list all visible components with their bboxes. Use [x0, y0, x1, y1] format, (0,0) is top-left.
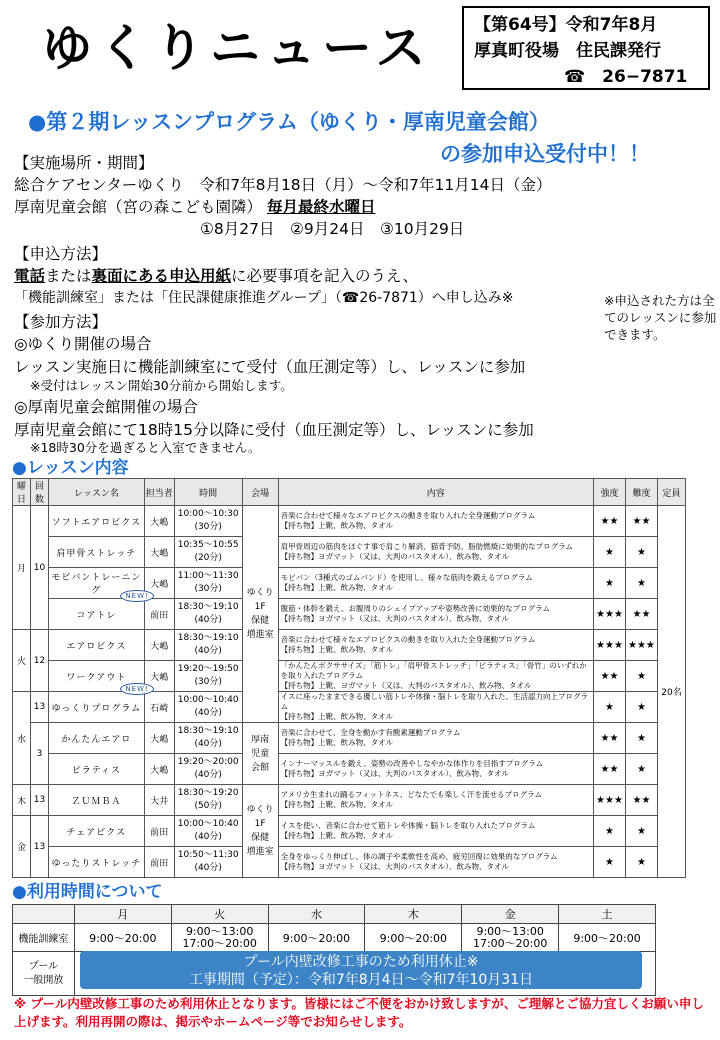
lesson-time-range: 18:30～19:10: [177, 726, 239, 736]
lesson-capacity: 20名: [657, 506, 685, 878]
lesson-intensity: ★★: [593, 661, 625, 692]
lesson-description: 全身をゆっくり伸ばし、体の調子や柔軟性を高め、疲労回復に効果的なプログラム 【持ち物】ヨガマット（又は、大判のバスタオル）、飲み物、タオル: [278, 847, 593, 878]
usage-day-mon: 月: [74, 905, 171, 924]
lesson-description: 音楽に合わせて、全身を動かす有酸素運動プログラム 【持ち物】上靴、飲み物、タオル: [278, 723, 593, 754]
usage-corner: [13, 905, 75, 924]
pool-closure-line2: 工事期間（予定）：令和7年8月4日～令和7年10月31日: [188, 972, 534, 988]
lesson-row: [13, 754, 686, 785]
lesson-staff: 前田: [144, 816, 174, 847]
usage-thu: 9:00～20:00: [365, 924, 462, 952]
lesson-description: 肩甲骨周辺の筋肉をほぐす事で肩こり解消、猫背予防、脂肪燃焼に効果的なプログラム 【持ち物】ヨガマット（又は、大判のバスタオル）、飲み物、タオル: [278, 537, 593, 568]
konan-title: ◎厚南児童会館開催の場合: [14, 398, 199, 416]
lesson-staff: 大嶋: [144, 754, 174, 785]
lesson-description: インナーマッスルを鍛え、姿勢の改善やしなやかな体作りを目指すプログラム 【持ち物】ヨガマット（又は、大判のバスタオル）、飲み物、タオル: [278, 754, 593, 785]
lesson-row: [13, 537, 686, 568]
col-content: 内容: [278, 479, 593, 506]
lesson-description: 「かんたんボクササイズ」「筋トレ」「肩甲骨ストレッチ」「ピラティス」「骨竹」のいずれかを取り入れたプログラム 【持ち物】上靴、ヨガマット（又は、大判のバスタオル）、飲み物、タオル: [278, 661, 593, 692]
participate-heading: 【参加方法】: [14, 313, 108, 331]
lesson-description: アメリカ生まれの踊るフィットネス、どなたでも楽しく汗を流せるプログラム 【持ち物】上靴、飲み物、タオル: [278, 785, 593, 816]
usage-room-label: 機能訓練室: [13, 924, 75, 952]
lesson-intensity: ★: [593, 847, 625, 878]
lesson-name: モビバントレーニング: [48, 568, 144, 599]
lesson-time-range: 10:35～10:55: [177, 540, 239, 550]
venue-konan: [14, 196, 375, 218]
lesson-difficulty: ★: [625, 723, 657, 754]
lesson-name: ＺＵＭＢＡ: [48, 785, 144, 816]
col-capacity: 定員: [657, 479, 685, 506]
lesson-staff: 大嶋: [144, 661, 174, 692]
lesson-intensity: ★★: [593, 754, 625, 785]
usage-mon: 9:00～20:00: [74, 924, 171, 952]
lesson-name: ソフトエアロビクス: [48, 506, 144, 537]
lesson-time: [174, 723, 242, 754]
col-intensity: 強度: [593, 479, 625, 506]
lesson-intensity: ★: [593, 537, 625, 568]
lesson-duration: (40分): [194, 770, 222, 780]
lesson-time-range: 19:20～20:00: [177, 757, 239, 767]
lesson-name: ピラティス: [48, 754, 144, 785]
lesson-description: イスを使い、音楽に合わせて筋トレや体操・脳トレを取り入れたプログラム 【持ち物】上靴、飲み物、タオル: [278, 816, 593, 847]
lesson-time-range: 11:00～11:30: [177, 571, 239, 581]
lesson-time: [174, 506, 242, 537]
usage-day-fri: 金: [462, 905, 559, 924]
lesson-count: 13: [30, 692, 48, 723]
lesson-venue: 厚南 児童 会館: [242, 723, 278, 785]
lesson-time-range: 19:20～19:50: [177, 664, 239, 674]
lesson-time-range: 10:00～10:40: [177, 819, 239, 829]
lesson-intensity: ★★★: [593, 630, 625, 661]
apply-side-text: 申込された方は全てのレッスンに参加できます。: [604, 293, 717, 342]
lesson-day: 火: [13, 630, 31, 692]
lesson-description: 腹筋・体幹を鍛え、お腹周りのシェイプアップや姿勢改善に効果的なプログラム 【持ち物】ヨガマット（又は、大判のバスタオル）、飲み物、タオル: [278, 599, 593, 630]
venue-dates: ①8月27日 ②9月24日 ③10月29日: [200, 220, 465, 238]
lesson-description: イスに座ったままできる優しい筋トレや体操・脳トレを取り入れた、生活認力向上プログラム 【持ち物】上靴、飲み物、タオル: [278, 692, 593, 723]
lesson-time: [174, 630, 242, 661]
lesson-difficulty: ★: [625, 661, 657, 692]
lesson-staff: 石崎: [144, 692, 174, 723]
lesson-venue: ゆくり 1F 保健 増進室: [242, 506, 278, 723]
lesson-difficulty: ★: [625, 816, 657, 847]
lesson-duration: (30分): [194, 677, 222, 687]
lesson-table: [12, 478, 686, 878]
lesson-difficulty: ★: [625, 847, 657, 878]
lesson-staff: 大嶋: [144, 537, 174, 568]
lesson-row: [13, 816, 686, 847]
apply-side-note: [604, 292, 718, 343]
new-badge: NEW!: [120, 683, 153, 695]
lesson-difficulty: ★★: [625, 785, 657, 816]
lesson-time-range: 10:50～11:30: [177, 850, 239, 860]
lesson-time: [174, 537, 242, 568]
lesson-staff: 前田: [144, 599, 174, 630]
lesson-description: 音楽に合わせて様々なエアロビクスの動きを取り入れた全身運動プログラム 【持ち物】上靴、飲み物、タオル: [278, 506, 593, 537]
apply-line1: [14, 265, 418, 287]
lesson-count: 13: [30, 785, 48, 816]
headline-sub: の参加申込受付中！！: [440, 142, 650, 166]
lesson-row: [13, 785, 686, 816]
venue-heading: 【実施場所・期間】: [14, 154, 154, 172]
lesson-time: [174, 661, 242, 692]
lesson-intensity: ★★★: [593, 785, 625, 816]
apply-form: 裏面にある申込用紙: [91, 267, 232, 285]
yukuri-note: ※受付はレッスン開始30分前から開始します。: [30, 378, 293, 393]
lesson-intensity: ★: [593, 816, 625, 847]
lesson-duration: (30分): [194, 522, 222, 532]
lesson-intensity: ★★: [593, 723, 625, 754]
lesson-duration: (30分): [194, 584, 222, 594]
lesson-staff: 前田: [144, 847, 174, 878]
usage-day-sat: 土: [559, 905, 656, 924]
lesson-intensity: ★★★: [593, 599, 625, 630]
lesson-name: ゆっくりプログラム NEW!: [48, 692, 144, 723]
yukuri-title: ◎ゆくり開催の場合: [14, 335, 152, 353]
footer-notice: ※ プール内壁改修工事のため利用休止となります。皆様にはご不便をおかけ致しますが、ご理解とご協力宜しくお願い申し上げます。利用再開の際は、掲示やホームページ等でお知らせします。: [14, 996, 704, 1029]
usage-sat: 9:00～20:00: [559, 924, 656, 952]
lesson-time-range: 18:30～19:20: [177, 788, 239, 798]
headline: ●第２期レッスンプログラム（ゆくり・厚南児童会館）: [28, 110, 550, 134]
lesson-duration: (40分): [194, 863, 222, 873]
col-staff: 担当者: [144, 479, 174, 506]
lesson-description: 音楽に合わせて様々なエアロビクスの動きを取り入れた全身運動プログラム 【持ち物】上靴、飲み物、タオル: [278, 630, 593, 661]
col-day: 曜日: [13, 479, 31, 506]
lesson-name: ゆったりストレッチ: [48, 847, 144, 878]
lesson-row: [13, 847, 686, 878]
lesson-difficulty: ★: [625, 754, 657, 785]
lesson-name: チェアビクス: [48, 816, 144, 847]
lesson-duration: (40分): [194, 708, 222, 718]
venue-konan-name: 厚南児童会館（宮の森こども園隣）: [14, 198, 263, 216]
lessons-heading: ●レッスン内容: [12, 458, 129, 478]
lesson-time: [174, 785, 242, 816]
lesson-staff: 大井: [144, 785, 174, 816]
lesson-row: [13, 723, 686, 754]
lesson-staff: 大嶋: [144, 568, 174, 599]
konan-note: ※18時30分を過ぎると入室できません。: [30, 440, 261, 455]
lesson-time-range: 10:00～10:30: [177, 509, 239, 519]
lesson-difficulty: ★★: [625, 506, 657, 537]
lesson-intensity: ★: [593, 568, 625, 599]
lesson-difficulty: ★★: [625, 599, 657, 630]
usage-day-wed: 水: [268, 905, 365, 924]
apply-phone: 電話: [14, 267, 46, 285]
apply-or: または: [45, 267, 92, 285]
lesson-duration: (40分): [194, 739, 222, 749]
lesson-row: [13, 506, 686, 537]
col-time: 時間: [174, 479, 242, 506]
lesson-name: コアトレ NEW!: [48, 599, 144, 630]
lesson-intensity: ★: [593, 692, 625, 723]
lesson-row: [13, 661, 686, 692]
new-badge: NEW!: [120, 590, 153, 602]
usage-fri: 9:00～13:00 17:00～20:00: [462, 924, 559, 952]
lesson-staff: 大嶋: [144, 506, 174, 537]
lesson-venue: ゆくり 1F 保健 増進室: [242, 785, 278, 878]
lesson-day: 月: [13, 506, 31, 630]
lesson-duration: (40分): [194, 646, 222, 656]
lesson-day: 木: [13, 785, 31, 816]
lesson-difficulty: ★★★: [625, 630, 657, 661]
venue-yukuri: 総合ケアセンターゆくり 令和7年8月18日（月）～令和7年11月14日（金）: [14, 176, 552, 194]
pool-closure-line1: プール内壁改修工事のため利用休止※: [243, 954, 479, 970]
pool-closure-banner: [80, 951, 642, 989]
lesson-intensity: ★★: [593, 506, 625, 537]
lesson-day: 金: [13, 816, 31, 878]
usage-day-tue: 火: [171, 905, 268, 924]
lesson-staff: 大嶋: [144, 723, 174, 754]
page-title: ゆくりニュース: [42, 19, 432, 77]
lesson-duration: (20分): [194, 553, 222, 563]
lesson-description: モビバン（3種式のゴムバンド）を使用し、様々な筋肉を鍛えるプログラム 【持ち物】上靴、飲み物、タオル: [278, 568, 593, 599]
lesson-row: [13, 568, 686, 599]
lesson-duration: (40分): [194, 615, 222, 625]
lesson-name: 肩甲骨ストレッチ: [48, 537, 144, 568]
usage-heading: ●利用時間について: [12, 882, 163, 902]
apply-side-mark: ※: [604, 293, 615, 308]
usage-pool-label: プール 一般開放: [13, 952, 75, 996]
lesson-header-row: [13, 479, 686, 506]
issuer: 厚真町役場 住民課発行: [474, 41, 661, 61]
lesson-difficulty: ★: [625, 537, 657, 568]
col-venue: 会場: [242, 479, 278, 506]
lesson-time: [174, 568, 242, 599]
lesson-duration: (50分): [194, 801, 222, 811]
lesson-difficulty: ★: [625, 568, 657, 599]
usage-header-row: [13, 905, 656, 924]
issue-box: [462, 6, 710, 90]
lesson-time-range: 10:00～10:40: [177, 695, 239, 705]
lesson-time-range: 18:30～19:10: [177, 633, 239, 643]
usage-wed: 9:00～20:00: [268, 924, 365, 952]
lesson-staff: 大嶋: [144, 630, 174, 661]
lesson-time: [174, 692, 242, 723]
lesson-row: [13, 599, 686, 630]
lesson-time: [174, 754, 242, 785]
lesson-time-range: 18:30～19:10: [177, 602, 239, 612]
lesson-name: エアロビクス: [48, 630, 144, 661]
lesson-name: ワークアウト: [48, 661, 144, 692]
apply-instruction: に必要事項を記入のうえ、: [231, 267, 418, 285]
yukuri-text: レッスン実施日に機能訓練室にて受付（血圧測定等）し、レッスンに参加: [14, 358, 526, 376]
lesson-count: 3: [30, 723, 48, 785]
lesson-count: 13: [30, 816, 48, 878]
lesson-time: [174, 599, 242, 630]
lesson-time: [174, 847, 242, 878]
col-name: レッスン名: [48, 479, 144, 506]
lesson-row: [13, 692, 686, 723]
konan-text: 厚南児童会館にて18時15分以降に受付（血圧測定等）し、レッスンに参加: [14, 421, 534, 439]
venue-konan-schedule: 毎月最終水曜日: [266, 198, 376, 216]
lesson-time: [174, 816, 242, 847]
usage-room-row: [13, 924, 656, 952]
lesson-row: [13, 630, 686, 661]
issue-number: 【第64号】令和7年8月: [474, 15, 658, 35]
lesson-count: 10: [30, 506, 48, 630]
lesson-count: 12: [30, 630, 48, 692]
lesson-duration: (40分): [194, 832, 222, 842]
apply-heading: 【申込方法】: [14, 245, 108, 263]
lesson-day: 水: [13, 692, 31, 785]
issuer-phone: ☎ 26−7871: [564, 67, 688, 87]
usage-day-thu: 木: [365, 905, 462, 924]
usage-tue: 9:00～13:00 17:00～20:00: [171, 924, 268, 952]
apply-line2: 「機能訓練室」または「住民課健康推進グループ」（☎26-7871）へ申し込み※: [14, 290, 514, 306]
lesson-name: かんたんエアロ: [48, 723, 144, 754]
col-count: 回数: [30, 479, 48, 506]
col-difficulty: 難度: [625, 479, 657, 506]
lesson-difficulty: ★: [625, 692, 657, 723]
